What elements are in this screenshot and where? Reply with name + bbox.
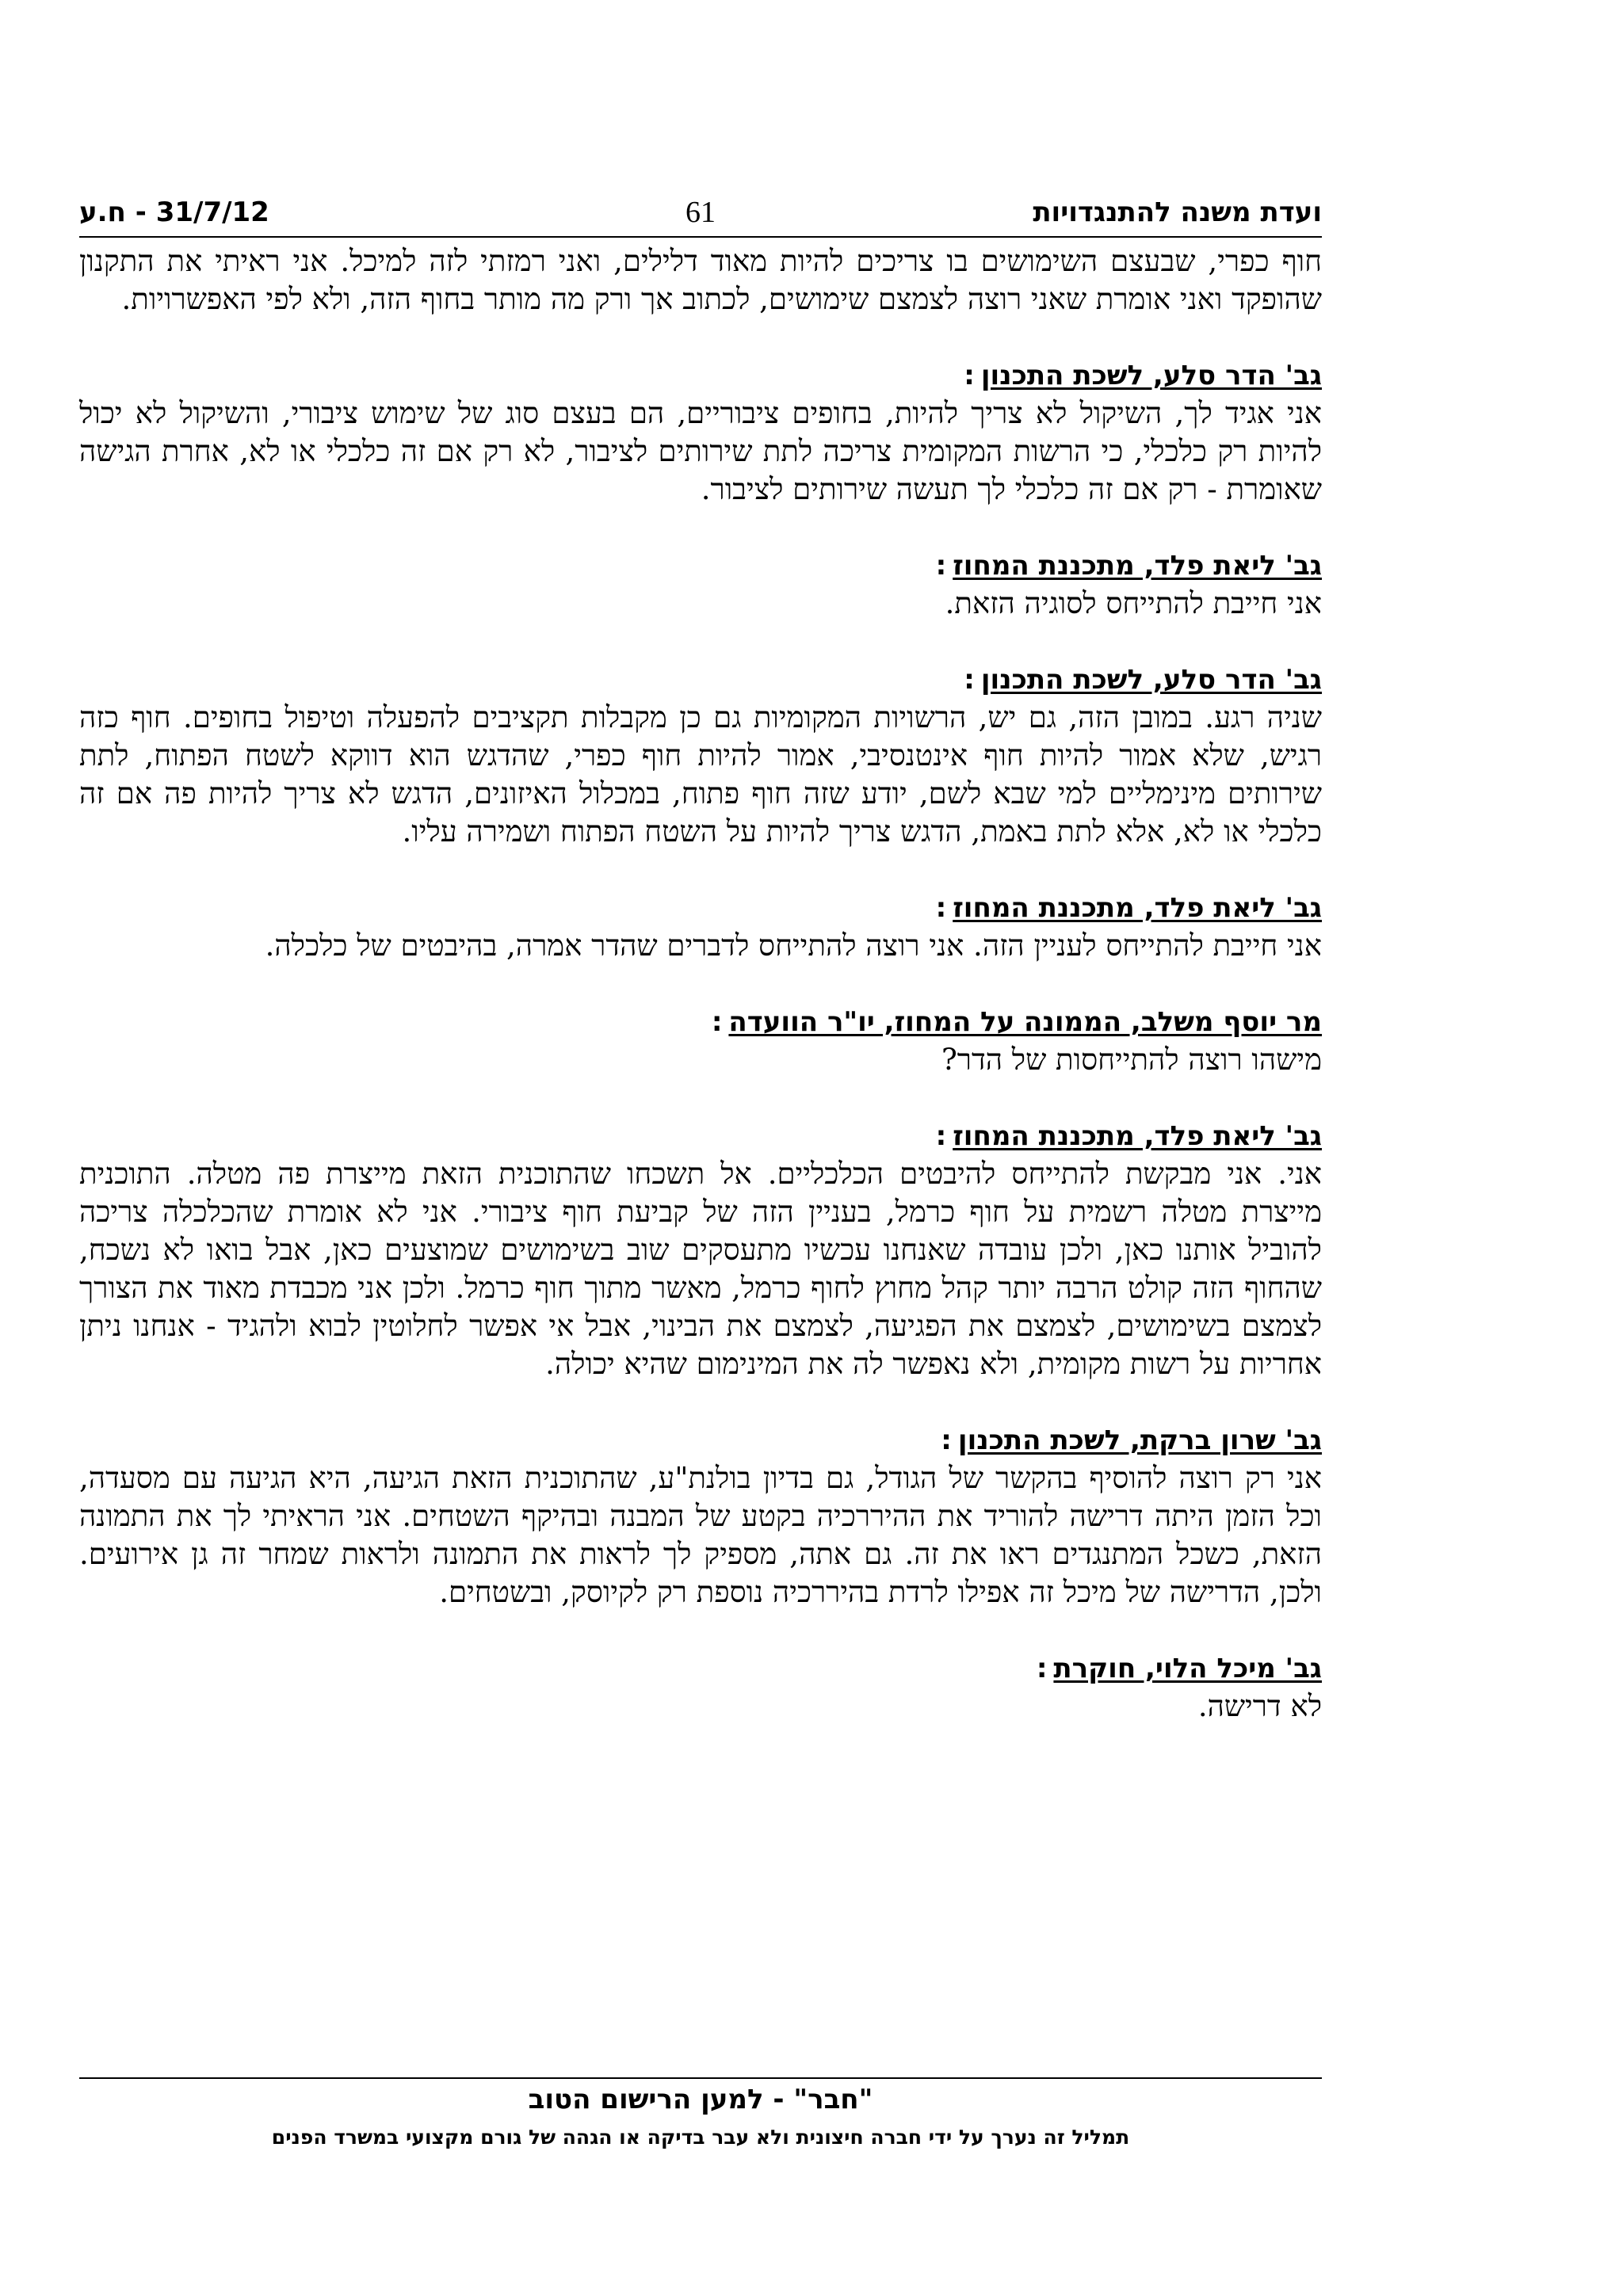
speech-paragraph: לא דרישה. [1197, 1689, 1322, 1723]
speaker-colon: : [941, 1425, 952, 1456]
page-number: 61 [685, 196, 716, 229]
transcript-block [79, 242, 1322, 318]
footer-title: "חבר" - למען הרישום הטוב [528, 2084, 873, 2115]
speaker-colon: : [935, 1120, 947, 1152]
speaker-colon: : [711, 1006, 723, 1038]
speaker-line [79, 357, 1322, 395]
speaker-colon: : [935, 892, 947, 924]
footer-divider [79, 2077, 1322, 2079]
speaker-line [79, 1003, 1322, 1041]
transcript-block [79, 357, 1322, 509]
speech-paragraph: אני חייבת להתייחס לעניין הזה. אני רוצה להתייחס לדברים שהדר אמרה, בהיבטים של כלכלה. [265, 929, 1322, 963]
speaker-name: גב' הדר סלע, לשכת התכנון [980, 664, 1322, 696]
transcript-block [79, 547, 1322, 623]
speech-paragraph: אני אגיד לך, השיקול לא צריך להיות, בחופים ציבוריים, הם בעצם סוג של שימוש ציבורי, והשיקול לא יכול להיות רק כלכלי, כי הרשות המקומית צריכה לתת שירותים לציבור, לא רק אם זה כלכלי או לא, אחרת הגישה שאומרת - רק אם זה כלכלי לך תעשה שירותים לציבור. [79, 396, 1322, 506]
header-divider [79, 236, 1322, 238]
speaker-line [79, 547, 1322, 585]
speaker-name: גב' מיכל הלוי, חוקרת [1053, 1653, 1322, 1684]
transcript-block [79, 1117, 1322, 1383]
speech-paragraph: אני חייבת להתייחס לסוגיה הזאת. [945, 586, 1322, 620]
speaker-colon: : [964, 360, 975, 391]
speaker-line [79, 1650, 1322, 1688]
footer-disclaimer: תמליל זה נערך על ידי חברה חיצונית ולא עבר בדיקה או הגהה של גורם מקצועי במשרד הפנים [271, 2126, 1130, 2149]
speech-paragraph: חוף כפרי, שבעצם השימושים בו צריכים להיות מאוד דלילים, ואני רמזתי לזה למיכל. אני ראיתי את התקנון שהופקד ואני אומרת שאני רוצה לצמצם שימושים, לכתוב אך ורק מה מותר בחוף הזה, ולא לפי האפשרויות. [79, 244, 1322, 316]
transcript-block [79, 661, 1322, 851]
speaker-line [79, 889, 1322, 927]
committee-name: ועדת משנה להתנגדויות [1033, 196, 1322, 228]
speech-paragraph: שניה רגע. במובן הזה, גם יש, הרשויות המקומיות גם כן מקבלות תקציבים להפעלה וטיפול בחופים. חוף כזה רגיש, שלא אמור להיות חוף אינטנסיבי, אמור להיות חוף כפרי, שהדגש הוא דווקא לשטח הפתוח, לתת שירותים מינימליים למי שבא לשם, יודע שזה חוף פתוח, במכלול האיזונים, הדגש לא צריך להיות פה אם זה כלכלי או לא, אלא לתת באמת, הדגש צריך להיות על השטח הפתוח ושמירה עליו. [79, 700, 1322, 849]
transcript-block [79, 1650, 1322, 1726]
speech-paragraph: אני רק רוצה להוסיף בהקשר של הגודל, גם בדיון בולנת"ע, שהתוכנית הזאת הגיעה, היא הגיעה עם מסעדה, וכל הזמן היתה דרישה להוריד את ההיררכיה בקטע של המבנה ובהיקף השטחים. אני הראיתי לך את התמונה הזאת, כשכל המתנגדים ראו את זה. גם אתה, מספיק לך לראות את התמונה ולראות שמחר זה גן אירועים. ולכן, הדרישה של מיכל זה אפילו לרדת בהיררכיה נוספת רק לקיוסק, ובשטחים. [79, 1461, 1322, 1609]
transcript-block [79, 889, 1322, 965]
speaker-name: גב' ליאת פלד, מתכננת המחוז [953, 892, 1322, 924]
speaker-colon: : [935, 550, 947, 582]
speech-paragraph: אני. אני מבקשת להתייחס להיבטים הכלכליים. אל תשכחו שהתוכנית הזאת מייצרת פה מטלה. התוכנית מייצרת מטלה רשמית על חוף כרמל, בעניין הזה של קביעת חוף ציבורי. אני לא אומרת שהכלכלה צריכה להוביל אותנו כאן, ולכן עובדה שאנחנו עכשיו מתעסקים שוב בשימושים שמוצעים כאן, אבל בואו לא נשכח, שהחוף הזה קולט הרבה יותר קהל מחוץ לחוף כרמל, מאשר מתוך חוף כרמל. ולכן אני מכבדת מאוד את הצורך לצמצם בשימושים, לצמצם את הפגיעה, לצמצם את הבינוי, אבל אי אפשר לחלוטין לבוא ולהגיד - אנחנו ניתן אחריות על רשות מקומית, ולא נאפשר לה את המינימום שהיא יכולה. [79, 1157, 1322, 1381]
speaker-line [79, 1117, 1322, 1155]
speech-paragraph: מישהו רוצה להתייחסות של הדר? [941, 1043, 1322, 1077]
transcript-body [79, 242, 1322, 1764]
page-header [79, 190, 1322, 238]
speaker-colon: : [964, 664, 975, 696]
transcript-block [79, 1421, 1322, 1611]
speaker-name: מר יוסף משלב, הממונה על המחוז, יו"ר הוועדה [728, 1006, 1322, 1038]
speaker-name: גב' שרון ברקת, לשכת התכנון [957, 1425, 1322, 1456]
speaker-name: גב' ליאת פלד, מתכננת המחוז [953, 1120, 1322, 1152]
speaker-line [79, 1421, 1322, 1459]
date-initials: 31/7/12 - ח.ע [79, 196, 269, 228]
speaker-name: גב' ליאת פלד, מתכננת המחוז [953, 550, 1322, 582]
speaker-colon: : [1036, 1653, 1048, 1684]
transcript-block [79, 1003, 1322, 1079]
speaker-name: גב' הדר סלע, לשכת התכנון [980, 360, 1322, 391]
speaker-line [79, 661, 1322, 699]
